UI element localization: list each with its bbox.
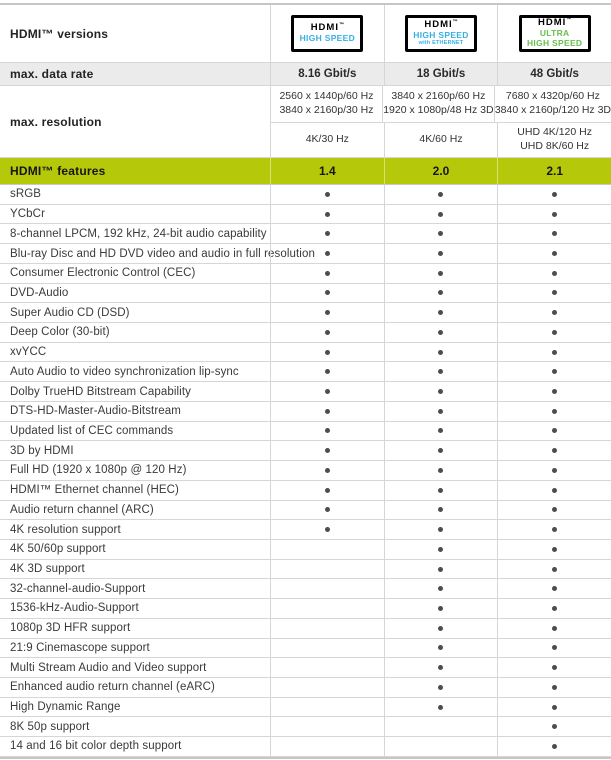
feature-label: sRGB <box>10 188 42 201</box>
support-cell <box>270 501 384 520</box>
support-cell <box>497 284 611 303</box>
support-cell <box>384 639 498 658</box>
support-dot-icon <box>438 251 443 256</box>
support-dot-icon <box>552 271 557 276</box>
feature-row <box>0 382 611 402</box>
support-cell <box>384 540 498 559</box>
support-dot-icon <box>325 488 330 493</box>
support-cell <box>497 382 611 401</box>
support-cell <box>384 560 498 579</box>
support-cell <box>384 402 498 421</box>
resolution-line: 3840 x 2160p/60 Hz <box>391 90 486 103</box>
support-dot-icon <box>325 507 330 512</box>
support-dot-icon <box>438 290 443 295</box>
no-support-cell <box>384 717 498 736</box>
support-cell <box>384 244 498 263</box>
feature-row <box>0 343 611 363</box>
feature-row <box>0 579 611 599</box>
feature-row <box>0 284 611 304</box>
feature-row <box>0 639 611 659</box>
feature-label: 1536-kHz-Audio-Support <box>10 602 139 615</box>
feature-label: Multi Stream Audio and Video support <box>10 661 207 674</box>
feature-label: YCbCr <box>10 208 46 221</box>
resolution-summary-row <box>270 123 611 157</box>
support-cell <box>497 658 611 677</box>
resolution-values <box>270 86 611 157</box>
support-dot-icon <box>438 389 443 394</box>
feature-row <box>0 402 611 422</box>
support-dot-icon <box>438 310 443 315</box>
features-header-row <box>0 158 611 185</box>
support-dot-icon <box>552 626 557 631</box>
support-dot-icon <box>552 330 557 335</box>
version-number: 2.0 <box>384 158 498 184</box>
feature-label: 8-channel LPCM, 192 kHz, 24-bit audio capability <box>10 227 267 240</box>
support-dot-icon <box>552 586 557 591</box>
no-support-cell <box>270 639 384 658</box>
support-cell <box>384 658 498 677</box>
support-dot-icon <box>325 468 330 473</box>
resolution-detail-row <box>270 86 611 123</box>
feature-label: High Dynamic Range <box>10 701 121 714</box>
support-dot-icon <box>552 428 557 433</box>
feature-label: DTS-HD-Master-Audio-Bitstream <box>10 405 181 418</box>
support-cell <box>497 599 611 618</box>
versions-row <box>0 5 611 63</box>
support-cell <box>497 540 611 559</box>
data-rate-row <box>0 63 611 86</box>
hdmi-certification-badge <box>405 15 477 52</box>
version-number: 2.1 <box>497 158 611 184</box>
trademark-mark: ™ <box>566 17 572 24</box>
support-cell <box>497 639 611 658</box>
support-dot-icon <box>325 527 330 532</box>
feature-label: 4K 50/60p support <box>10 543 106 556</box>
feature-row <box>0 264 611 284</box>
support-cell <box>384 619 498 638</box>
hdmi-logo: HDMI™ <box>310 22 344 34</box>
resolution-line: UHD 4K/120 Hz <box>517 126 592 139</box>
feature-row <box>0 481 611 501</box>
support-cell <box>270 323 384 342</box>
support-cell <box>270 284 384 303</box>
support-dot-icon <box>438 212 443 217</box>
resolution-line: 3840 x 2160p/30 Hz <box>279 104 374 116</box>
trademark-mark: ™ <box>338 22 344 29</box>
support-dot-icon <box>552 251 557 256</box>
support-cell <box>497 560 611 579</box>
support-dot-icon <box>552 389 557 394</box>
support-cell <box>270 520 384 539</box>
feature-row <box>0 619 611 639</box>
feature-label: Auto Audio to video synchronization lip-sync <box>10 365 239 378</box>
support-cell <box>270 382 384 401</box>
feature-row <box>0 678 611 698</box>
support-cell <box>270 441 384 460</box>
max-resolution-summary-value <box>497 123 611 157</box>
support-dot-icon <box>438 192 443 197</box>
support-cell <box>384 461 498 480</box>
no-support-cell <box>270 579 384 598</box>
feature-row <box>0 540 611 560</box>
support-cell <box>384 362 498 381</box>
max-resolution-detail-value <box>270 86 382 122</box>
support-cell <box>270 343 384 362</box>
resolution-line: 4K/30 Hz <box>305 133 349 146</box>
support-dot-icon <box>438 705 443 710</box>
no-support-cell <box>270 658 384 677</box>
support-dot-icon <box>552 350 557 355</box>
hdmi-1-4-badge-cell <box>270 5 384 62</box>
support-cell <box>384 323 498 342</box>
support-cell <box>384 284 498 303</box>
features-header-label: HDMI™ features <box>10 164 106 178</box>
support-cell <box>384 501 498 520</box>
support-cell <box>497 461 611 480</box>
support-cell <box>270 244 384 263</box>
badge-speed-label: ULTRA <box>539 28 570 39</box>
feature-row <box>0 501 611 521</box>
feature-row <box>0 698 611 718</box>
feature-row <box>0 599 611 619</box>
support-cell <box>497 244 611 263</box>
hdmi-certification-badge <box>291 15 363 52</box>
support-dot-icon <box>552 310 557 315</box>
support-dot-icon <box>438 567 443 572</box>
feature-label: 14 and 16 bit color depth support <box>10 740 182 753</box>
support-dot-icon <box>325 409 330 414</box>
feature-label: DVD-Audio <box>10 286 69 299</box>
feature-label: Blu-ray Disc and HD DVD video and audio in full resolution <box>10 247 315 260</box>
support-dot-icon <box>325 212 330 217</box>
feature-row <box>0 717 611 737</box>
hdmi-comparison-table <box>0 3 611 759</box>
support-dot-icon <box>438 271 443 276</box>
data-rate-label: max. data rate <box>10 67 94 81</box>
support-cell <box>270 481 384 500</box>
support-cell <box>497 441 611 460</box>
max-resolution-detail-value <box>494 86 611 122</box>
feature-row <box>0 303 611 323</box>
hdmi-2-0-badge-cell <box>384 5 498 62</box>
support-dot-icon <box>325 330 330 335</box>
support-cell <box>497 619 611 638</box>
support-cell <box>497 737 611 756</box>
resolution-label: max. resolution <box>10 114 102 129</box>
feature-label: 3D by HDMI <box>10 444 74 457</box>
support-dot-icon <box>552 705 557 710</box>
support-dot-icon <box>552 488 557 493</box>
feature-row <box>0 737 611 757</box>
support-dot-icon <box>438 626 443 631</box>
support-cell <box>497 501 611 520</box>
feature-label: Full HD (1920 x 1080p @ 120 Hz) <box>10 464 187 477</box>
feature-rows-container <box>0 185 611 757</box>
support-dot-icon <box>438 547 443 552</box>
support-cell <box>270 422 384 441</box>
feature-row <box>0 422 611 442</box>
feature-row <box>0 362 611 382</box>
feature-label: 1080p 3D HFR support <box>10 622 131 635</box>
resolution-line: 7680 x 4320p/60 Hz <box>505 90 600 103</box>
support-dot-icon <box>552 606 557 611</box>
support-dot-icon <box>438 685 443 690</box>
feature-label: 4K 3D support <box>10 563 85 576</box>
support-cell <box>497 224 611 243</box>
feature-label: HDMI™ Ethernet channel (HEC) <box>10 484 179 497</box>
feature-label: Dolby TrueHD Bitstream Capability <box>10 385 191 398</box>
max-resolution-summary-value <box>384 123 498 157</box>
resolution-line: 4K/60 Hz <box>419 133 463 146</box>
data-rate-value: 48 Gbit/s <box>497 63 611 85</box>
support-cell <box>384 303 498 322</box>
feature-label: 4K resolution support <box>10 523 121 536</box>
support-cell <box>384 264 498 283</box>
support-dot-icon <box>438 606 443 611</box>
feature-row <box>0 560 611 580</box>
support-dot-icon <box>552 468 557 473</box>
feature-row <box>0 205 611 225</box>
hdmi-2-1-badge-cell <box>497 5 611 62</box>
support-dot-icon <box>552 369 557 374</box>
badge-speed-label: HIGH SPEED <box>413 30 469 41</box>
support-cell <box>497 205 611 224</box>
support-cell <box>270 461 384 480</box>
badge-speed-label: HIGH SPEED <box>526 38 583 49</box>
support-dot-icon <box>552 645 557 650</box>
support-dot-icon <box>438 231 443 236</box>
feature-row <box>0 323 611 343</box>
support-dot-icon <box>552 685 557 690</box>
support-dot-icon <box>438 507 443 512</box>
support-cell <box>497 323 611 342</box>
support-cell <box>384 224 498 243</box>
support-dot-icon <box>438 369 443 374</box>
feature-row <box>0 224 611 244</box>
support-cell <box>270 303 384 322</box>
feature-label: 8K 50p support <box>10 720 90 733</box>
support-cell <box>497 698 611 717</box>
support-cell <box>384 382 498 401</box>
support-dot-icon <box>438 350 443 355</box>
support-cell <box>497 422 611 441</box>
no-support-cell <box>270 599 384 618</box>
support-cell <box>384 422 498 441</box>
support-dot-icon <box>325 251 330 256</box>
support-dot-icon <box>325 231 330 236</box>
no-support-cell <box>270 560 384 579</box>
support-dot-icon <box>552 527 557 532</box>
support-dot-icon <box>552 507 557 512</box>
feature-label: Audio return channel (ARC) <box>10 503 154 516</box>
support-dot-icon <box>438 527 443 532</box>
feature-label: xvYCC <box>10 346 47 359</box>
resolution-line: 3840 x 2160p/120 Hz 3D <box>494 104 611 116</box>
hdmi-logo: HDMI™ <box>538 17 572 29</box>
data-rate-value: 8.16 Gbit/s <box>270 63 384 85</box>
feature-label: Deep Color (30-bit) <box>10 326 110 339</box>
support-dot-icon <box>438 488 443 493</box>
no-support-cell <box>270 619 384 638</box>
support-dot-icon <box>325 448 330 453</box>
support-cell <box>384 441 498 460</box>
support-dot-icon <box>552 290 557 295</box>
support-dot-icon <box>325 310 330 315</box>
support-dot-icon <box>438 645 443 650</box>
support-dot-icon <box>325 192 330 197</box>
data-rate-value: 18 Gbit/s <box>384 63 498 85</box>
support-dot-icon <box>325 271 330 276</box>
support-dot-icon <box>438 409 443 414</box>
feature-label: Updated list of CEC commands <box>10 424 174 437</box>
support-dot-icon <box>438 448 443 453</box>
feature-label: 32-channel-audio-Support <box>10 582 146 595</box>
support-dot-icon <box>438 330 443 335</box>
support-cell <box>497 678 611 697</box>
support-cell <box>497 402 611 421</box>
support-dot-icon <box>325 428 330 433</box>
support-cell <box>497 362 611 381</box>
support-cell <box>497 264 611 283</box>
trademark-mark: ™ <box>452 19 458 26</box>
resolution-line: 2560 x 1440p/60 Hz <box>279 90 374 103</box>
support-cell <box>270 224 384 243</box>
support-dot-icon <box>552 724 557 729</box>
max-resolution-summary-value <box>270 123 384 157</box>
support-dot-icon <box>552 567 557 572</box>
support-cell <box>384 205 498 224</box>
support-cell <box>497 579 611 598</box>
no-support-cell <box>270 698 384 717</box>
support-cell <box>384 481 498 500</box>
support-cell <box>384 678 498 697</box>
support-dot-icon <box>325 290 330 295</box>
support-cell <box>497 717 611 736</box>
support-dot-icon <box>552 665 557 670</box>
resolution-line: 1920 x 1080p/48 Hz 3D <box>383 104 494 116</box>
hdmi-certification-badge <box>519 15 591 52</box>
badge-speed-label: HIGH SPEED <box>299 33 356 44</box>
support-cell <box>270 264 384 283</box>
version-number: 1.4 <box>270 158 384 184</box>
versions-label: HDMI™ versions <box>10 26 109 41</box>
feature-label: Super Audio CD (DSD) <box>10 306 130 319</box>
feature-label: 21:9 Cinemascope support <box>10 641 150 654</box>
support-cell <box>270 205 384 224</box>
support-dot-icon <box>552 448 557 453</box>
no-support-cell <box>270 737 384 756</box>
feature-row <box>0 441 611 461</box>
support-cell <box>270 362 384 381</box>
feature-row <box>0 658 611 678</box>
resolution-section <box>0 86 611 158</box>
feature-label: Enhanced audio return channel (eARC) <box>10 681 215 694</box>
support-cell <box>497 303 611 322</box>
support-cell <box>384 520 498 539</box>
no-support-cell <box>270 717 384 736</box>
badge-speed-label: with ETHERNET <box>418 40 464 47</box>
support-cell <box>497 481 611 500</box>
support-cell <box>384 343 498 362</box>
support-dot-icon <box>552 212 557 217</box>
support-dot-icon <box>552 231 557 236</box>
support-dot-icon <box>325 369 330 374</box>
feature-row <box>0 461 611 481</box>
support-dot-icon <box>438 468 443 473</box>
no-support-cell <box>270 678 384 697</box>
support-dot-icon <box>438 428 443 433</box>
feature-row <box>0 244 611 264</box>
support-cell <box>270 185 384 204</box>
support-dot-icon <box>552 192 557 197</box>
support-cell <box>384 599 498 618</box>
feature-label: Consumer Electronic Control (CEC) <box>10 267 196 280</box>
support-cell <box>270 402 384 421</box>
support-cell <box>497 520 611 539</box>
hdmi-logo: HDMI™ <box>424 19 458 31</box>
max-resolution-detail-value <box>382 86 494 122</box>
support-dot-icon <box>552 744 557 749</box>
support-cell <box>384 579 498 598</box>
support-dot-icon <box>438 586 443 591</box>
no-support-cell <box>384 737 498 756</box>
no-support-cell <box>270 540 384 559</box>
resolution-line: UHD 8K/60 Hz <box>520 140 590 152</box>
support-dot-icon <box>438 665 443 670</box>
feature-row <box>0 185 611 205</box>
support-cell <box>497 185 611 204</box>
support-dot-icon <box>552 547 557 552</box>
support-dot-icon <box>325 350 330 355</box>
support-cell <box>384 185 498 204</box>
feature-row <box>0 520 611 540</box>
support-dot-icon <box>325 389 330 394</box>
support-dot-icon <box>552 409 557 414</box>
support-cell <box>384 698 498 717</box>
support-cell <box>497 343 611 362</box>
